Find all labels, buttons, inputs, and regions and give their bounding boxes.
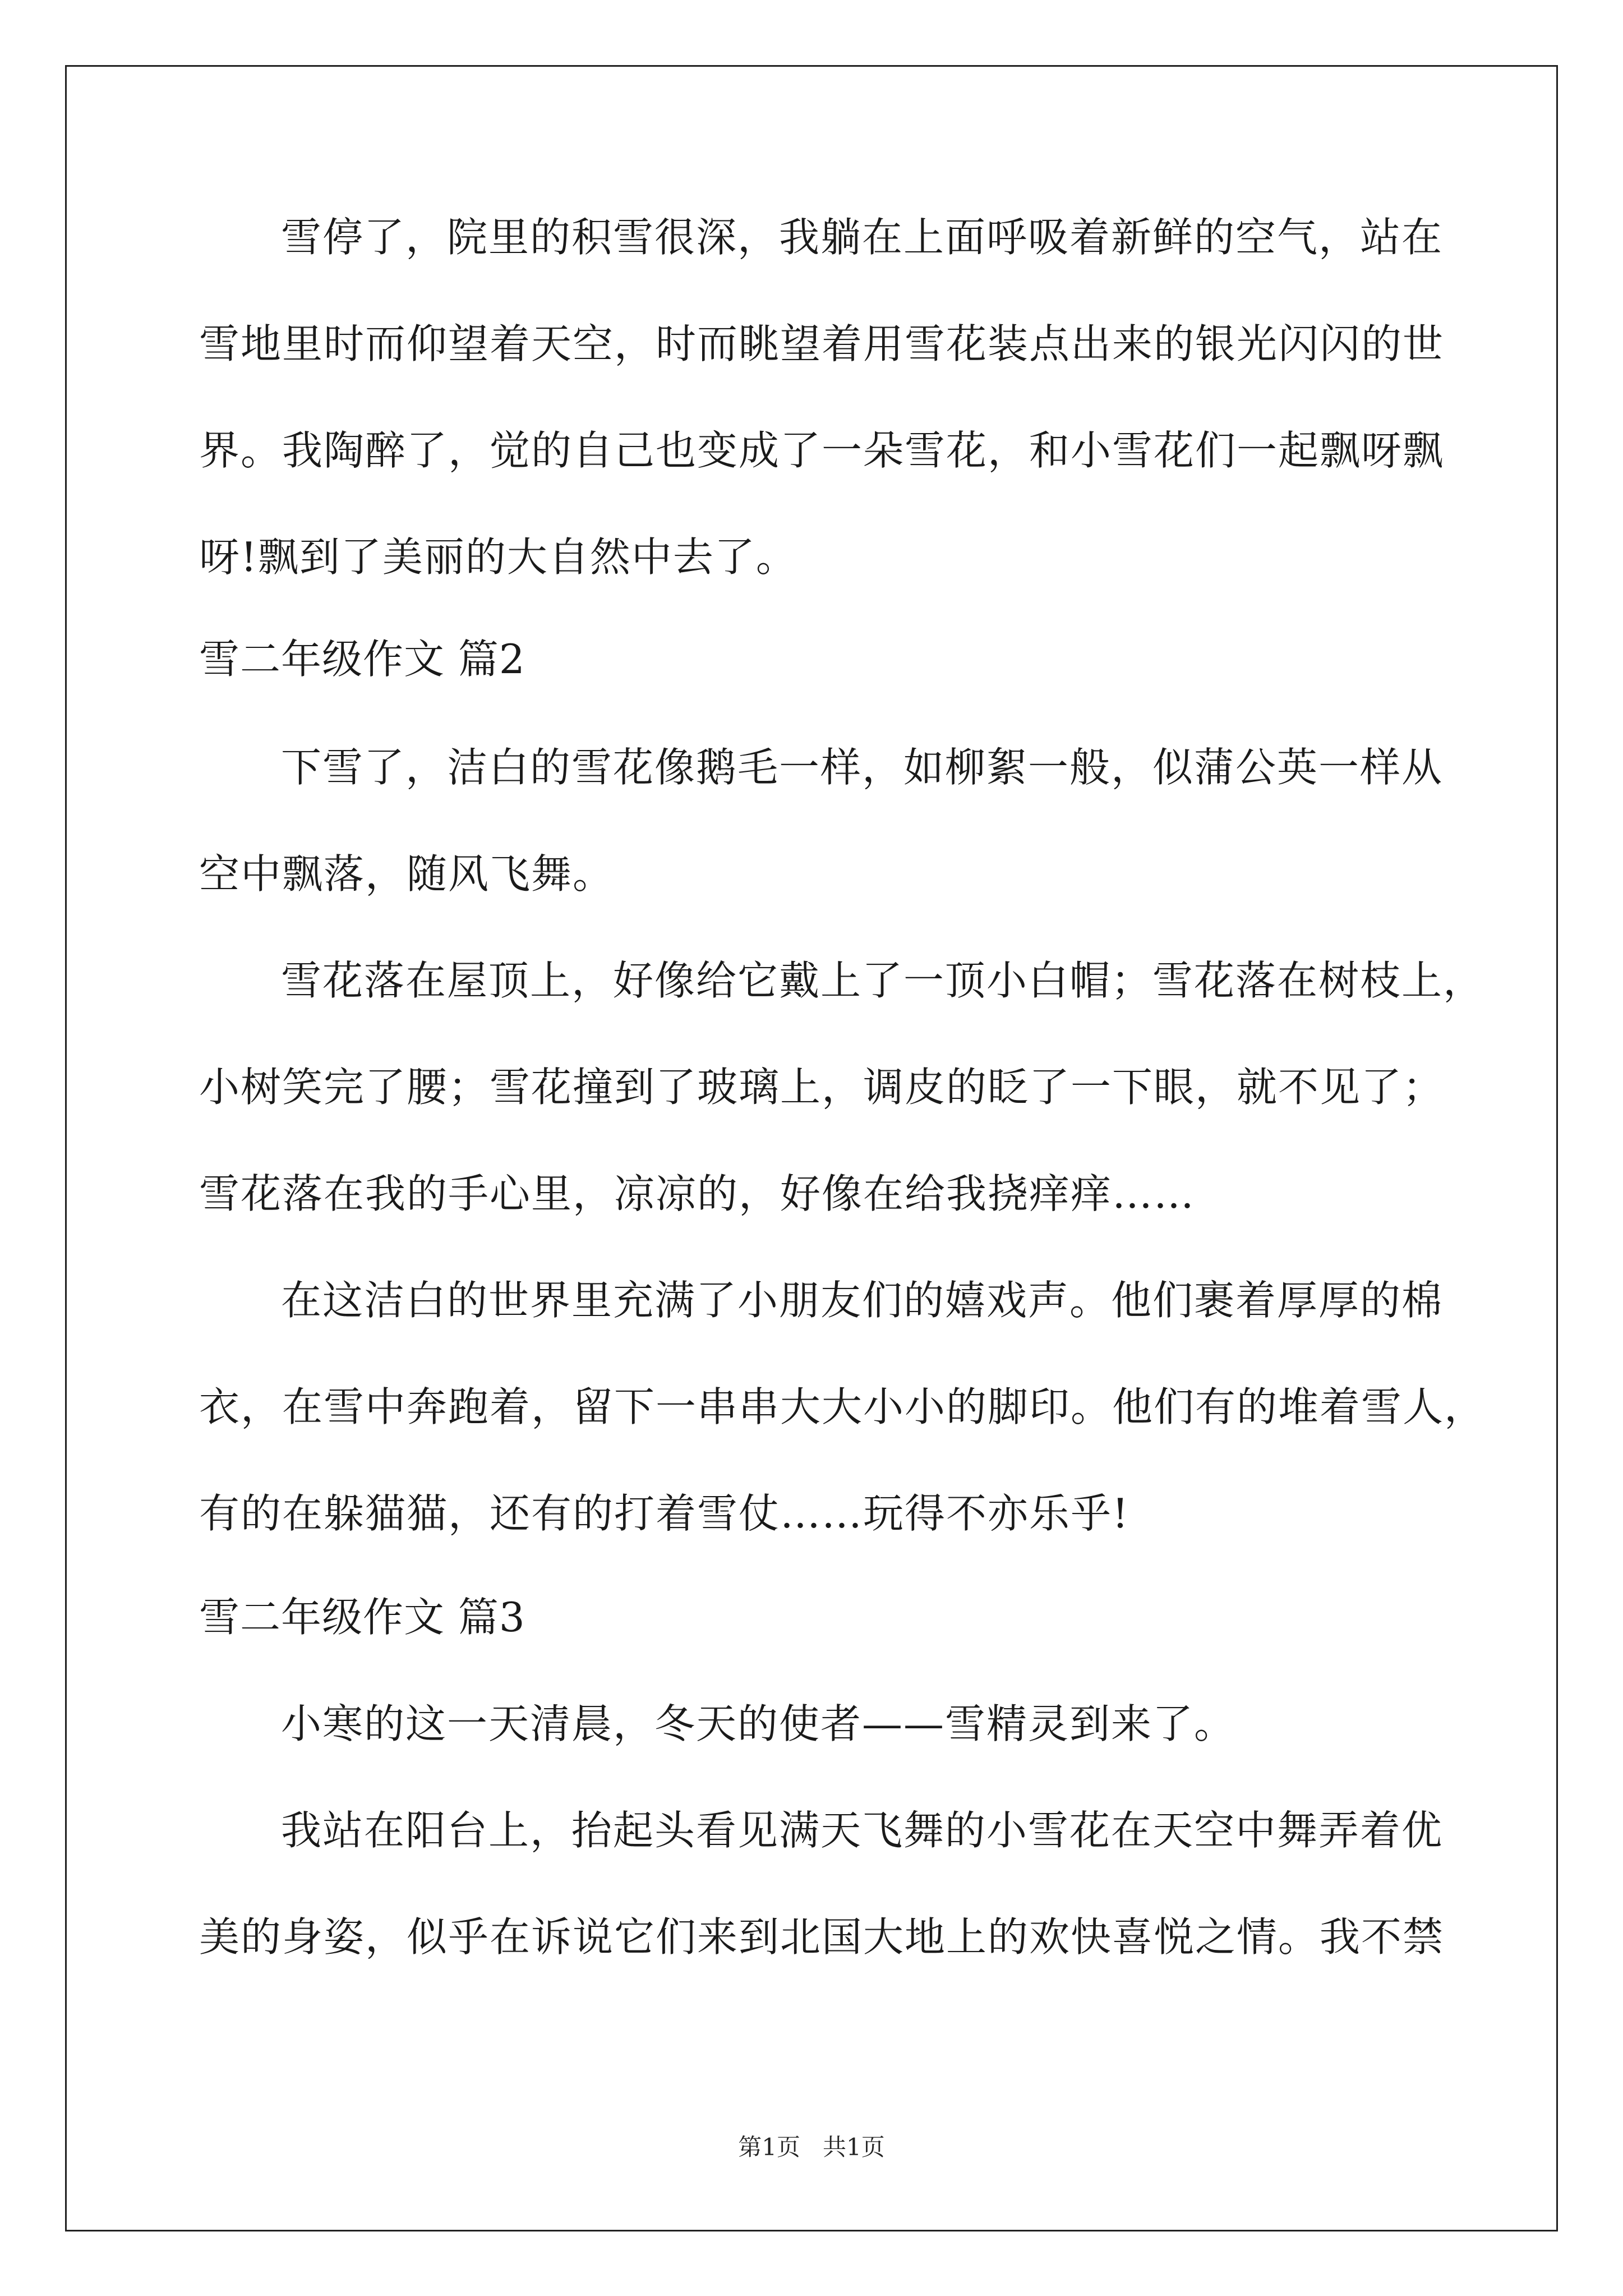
section-heading: 雪二年级作文 篇3 — [199, 1594, 525, 1641]
text-line: 在这洁白的世界里充满了小朋友们的嬉戏声。他们裹着厚厚的棉 — [281, 1277, 1444, 1324]
text-line: 界。我陶醉了，觉的自己也变成了一朵雪花，和小雪花们一起飘呀飘 — [199, 427, 1445, 474]
text-line: 雪花落在我的手心里，凉凉的，好像在给我挠痒痒…… — [199, 1170, 1196, 1217]
text-line: 呀!飘到了美丽的大自然中去了。 — [199, 533, 797, 581]
text-line: 小树笑完了腰；雪花撞到了玻璃上，调皮的眨了一下眼，就不见了； — [199, 1064, 1445, 1111]
text-line: 雪停了，院里的积雪很深，我躺在上面呼吸着新鲜的空气，站在 — [281, 214, 1444, 261]
text-line: 空中飘落，随风飞舞。 — [199, 850, 615, 898]
text-line: 雪花落在屋顶上，好像给它戴上了一顶小白帽；雪花落在树枝上， — [281, 957, 1485, 1004]
page-border — [65, 65, 1558, 2231]
text-line: 下雪了，洁白的雪花像鹅毛一样，如柳絮一般，似蒲公英一样从 — [281, 744, 1444, 791]
text-line: 有的在躲猫猫，还有的打着雪仗……玩得不亦乐乎! — [199, 1490, 1129, 1537]
text-line: 衣，在雪中奔跑着，留下一串串大大小小的脚印。他们有的堆着雪人， — [199, 1383, 1486, 1430]
page-number: 第1页 共1页 — [738, 2133, 885, 2161]
text-line: 我站在阳台上，抬起头看见满天飞舞的小雪花在天空中舞弄着优 — [281, 1807, 1444, 1854]
text-line: 雪地里时而仰望着天空，时而眺望着用雪花装点出来的银光闪闪的世 — [199, 320, 1445, 367]
text-line: 小寒的这一天清晨，冬天的使者——雪精灵到来了。 — [281, 1700, 1236, 1747]
text-line: 美的身姿，似乎在诉说它们来到北国大地上的欢快喜悦之情。我不禁 — [199, 1913, 1445, 1961]
section-heading: 雪二年级作文 篇2 — [199, 636, 525, 683]
